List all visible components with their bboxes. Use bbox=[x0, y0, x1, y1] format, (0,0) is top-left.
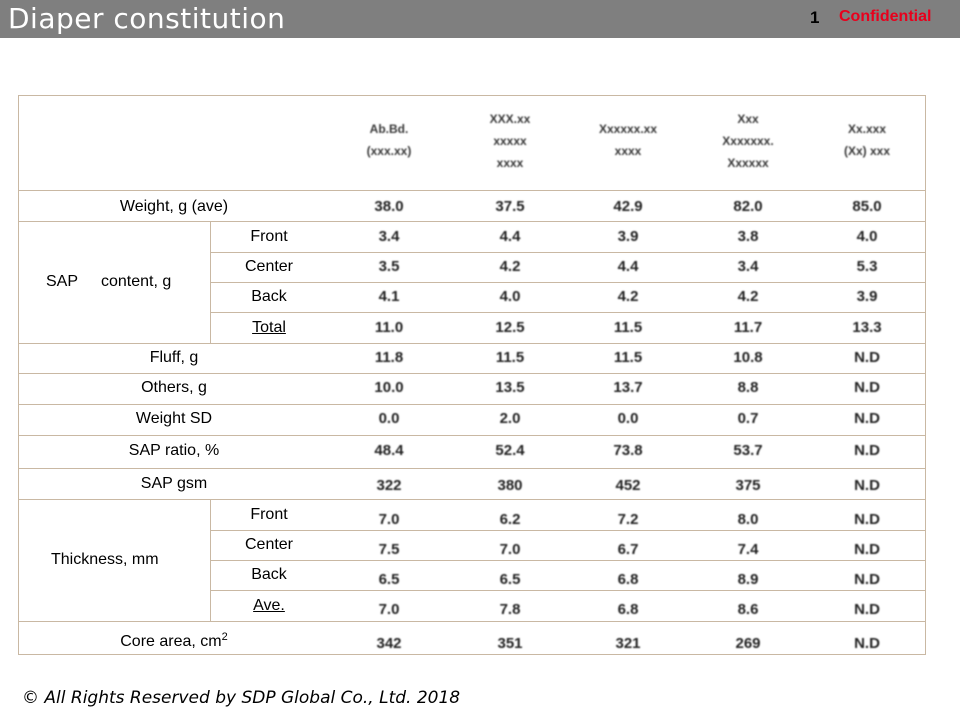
row-divider bbox=[210, 282, 926, 283]
row-label-thickness-center: Center bbox=[244, 536, 294, 553]
page-title: Diaper constitution bbox=[8, 2, 286, 35]
row-label-sap-gsm: SAP gsm bbox=[140, 475, 208, 492]
table-cell: 3.5 bbox=[378, 258, 400, 275]
confidential-label: Confidential bbox=[839, 8, 932, 25]
table-cell: 4.4 bbox=[617, 258, 639, 275]
row-label-sap-group: SAP bbox=[46, 273, 79, 290]
table-cell: 73.8 bbox=[613, 442, 643, 459]
row-label-weight-sd: Weight SD bbox=[135, 410, 213, 427]
table-cell: 82.0 bbox=[733, 198, 763, 215]
row-divider bbox=[18, 343, 926, 344]
table-cell: 7.0 bbox=[378, 511, 400, 528]
table-cell: 7.8 bbox=[499, 601, 521, 618]
table-cell: N.D bbox=[854, 635, 880, 652]
row-divider bbox=[210, 530, 926, 531]
row-divider bbox=[210, 312, 926, 313]
table-cell: 6.5 bbox=[499, 571, 521, 588]
table-cell: 6.2 bbox=[499, 511, 521, 528]
row-label-others: Others, g bbox=[141, 379, 207, 396]
table-cell: 48.4 bbox=[374, 442, 404, 459]
table-cell: 6.8 bbox=[617, 601, 639, 618]
table-cell: 8.8 bbox=[737, 379, 759, 396]
row-label-thickness-back: Back bbox=[251, 566, 287, 583]
row-label-sap-group-unit: content, g bbox=[101, 273, 172, 290]
table-cell: 375 bbox=[735, 477, 761, 494]
column-header-3: Xxxxxx.xx xxxx bbox=[598, 122, 658, 158]
row-divider bbox=[18, 499, 926, 500]
table-cell: 4.2 bbox=[617, 288, 639, 305]
table-cell: 52.4 bbox=[495, 442, 525, 459]
row-label-sap-back: Back bbox=[251, 288, 287, 305]
table-cell: 351 bbox=[497, 635, 523, 652]
table-cell: 342 bbox=[376, 635, 402, 652]
row-label-thickness-group: Thickness, mm bbox=[51, 551, 159, 568]
row-divider bbox=[18, 435, 926, 436]
table-cell: 11.5 bbox=[495, 349, 525, 366]
copyright-footer: © All Rights Reserved by SDP Global Co., Ltd. 2018 bbox=[22, 688, 461, 708]
table-cell: 4.0 bbox=[856, 228, 878, 245]
table-cell: 6.5 bbox=[378, 571, 400, 588]
table-cell: 3.4 bbox=[737, 258, 759, 275]
table-cell: 37.5 bbox=[495, 198, 525, 215]
table-cell: 8.9 bbox=[737, 571, 759, 588]
table-cell: N.D bbox=[854, 571, 880, 588]
table-cell: N.D bbox=[854, 477, 880, 494]
table-cell: 380 bbox=[497, 477, 523, 494]
table-cell: 13.5 bbox=[495, 379, 525, 396]
table-cell: 4.4 bbox=[499, 228, 521, 245]
table-cell: 13.3 bbox=[852, 319, 882, 336]
table-cell: 322 bbox=[376, 477, 402, 494]
row-divider bbox=[18, 190, 926, 191]
table-cell: N.D bbox=[854, 442, 880, 459]
table-cell: N.D bbox=[854, 410, 880, 427]
column-header-1: Ab.Bd. (xxx.xx) bbox=[366, 122, 412, 158]
table-cell: N.D bbox=[854, 511, 880, 528]
table-cell: 0.0 bbox=[378, 410, 400, 427]
table-cell: 4.0 bbox=[499, 288, 521, 305]
row-divider bbox=[18, 468, 926, 469]
table-cell: 13.7 bbox=[613, 379, 643, 396]
table-cell: 10.0 bbox=[374, 379, 404, 396]
table-cell: 4.2 bbox=[499, 258, 521, 275]
table-cell: 4.2 bbox=[737, 288, 759, 305]
row-divider bbox=[210, 252, 926, 253]
table-cell: 11.0 bbox=[374, 319, 404, 336]
column-header-5: Xx.xxx (Xx) xxx bbox=[843, 122, 891, 158]
table-cell: 3.4 bbox=[378, 228, 400, 245]
table-cell: 0.0 bbox=[617, 410, 639, 427]
column-header-4: Xxx Xxxxxxx. Xxxxxx bbox=[722, 112, 774, 170]
row-divider bbox=[18, 373, 926, 374]
table-cell: 42.9 bbox=[613, 198, 643, 215]
table-cell: 452 bbox=[615, 477, 641, 494]
row-label-weight: Weight, g (ave) bbox=[119, 198, 229, 215]
column-header-2: XXX.xx xxxxx xxxx bbox=[489, 112, 531, 170]
table-cell: 7.0 bbox=[378, 601, 400, 618]
table-cell: 11.5 bbox=[613, 349, 643, 366]
table-cell: 38.0 bbox=[374, 198, 404, 215]
table-cell: 7.4 bbox=[737, 541, 759, 558]
table-cell: N.D bbox=[854, 541, 880, 558]
table-cell: 7.0 bbox=[499, 541, 521, 558]
row-divider bbox=[18, 404, 926, 405]
row-divider bbox=[18, 621, 926, 622]
table-cell: N.D bbox=[854, 349, 880, 366]
table-cell: 321 bbox=[615, 635, 641, 652]
table-cell: 3.9 bbox=[617, 228, 639, 245]
page-number: 1 bbox=[810, 8, 820, 27]
table-cell: 8.0 bbox=[737, 511, 759, 528]
table-cell: 11.7 bbox=[733, 319, 763, 336]
table-cell: 10.8 bbox=[733, 349, 763, 366]
row-label-fluff: Fluff, g bbox=[149, 349, 199, 366]
row-label-sap-center: Center bbox=[244, 258, 294, 275]
table-cell: 0.7 bbox=[737, 410, 759, 427]
table-cell: 269 bbox=[735, 635, 761, 652]
table-cell: 5.3 bbox=[856, 258, 878, 275]
table-cell: 53.7 bbox=[733, 442, 763, 459]
row-label-sap-front: Front bbox=[250, 228, 288, 245]
row-label-core-area: Core area, $cm^2$ bbox=[120, 631, 228, 650]
table-cell: 2.0 bbox=[499, 410, 521, 427]
row-label-thickness-front: Front bbox=[250, 506, 288, 523]
table-cell: 11.8 bbox=[374, 349, 404, 366]
title-bar bbox=[0, 0, 960, 38]
table-cell: 7.2 bbox=[617, 511, 639, 528]
row-label-thickness-ave: Ave. bbox=[253, 597, 285, 614]
row-divider bbox=[210, 590, 926, 591]
table-cell: N.D bbox=[854, 601, 880, 618]
table-cell: 4.1 bbox=[378, 288, 400, 305]
table-cell: 6.7 bbox=[617, 541, 639, 558]
table-cell: 85.0 bbox=[852, 198, 882, 215]
row-divider bbox=[210, 560, 926, 561]
table-cell: N.D bbox=[854, 379, 880, 396]
table-cell: 6.8 bbox=[617, 571, 639, 588]
table-cell: 12.5 bbox=[495, 319, 525, 336]
row-divider bbox=[18, 221, 926, 222]
table-cell: 3.9 bbox=[856, 288, 878, 305]
table-cell: 8.6 bbox=[737, 601, 759, 618]
row-label-sap-total: Total bbox=[252, 319, 286, 336]
table-cell: 3.8 bbox=[737, 228, 759, 245]
table-cell: 7.5 bbox=[378, 541, 400, 558]
row-label-sap-ratio: SAP ratio, % bbox=[128, 442, 220, 459]
table-cell: 11.5 bbox=[613, 319, 643, 336]
